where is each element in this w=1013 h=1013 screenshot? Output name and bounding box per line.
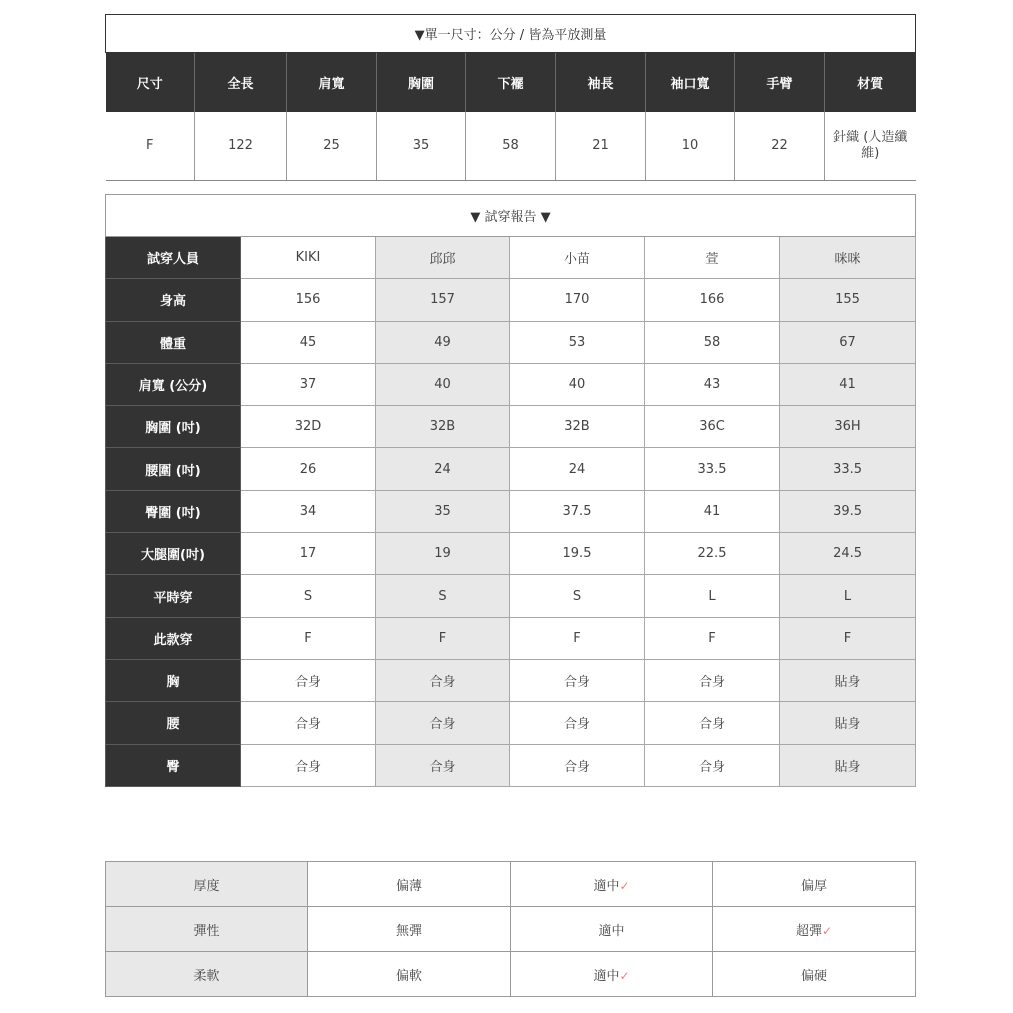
fit-value-cell: 19 <box>376 533 510 575</box>
fit-value-cell: 萱 <box>645 237 780 279</box>
fit-value-cell: 36H <box>780 406 916 448</box>
fit-value-cell: 41 <box>645 490 780 532</box>
size-value-cell: F <box>106 112 195 181</box>
material-option-cell <box>308 907 511 952</box>
fit-value-cell: 合身 <box>645 744 780 786</box>
size-value-cell: 22 <box>735 112 825 181</box>
fit-row-label: 腰圍 (吋) <box>106 448 241 490</box>
size-table-header-row <box>106 53 916 112</box>
size-table <box>105 14 916 181</box>
fit-value-cell: 32B <box>510 406 645 448</box>
fit-row-label: 臀 <box>106 744 241 786</box>
size-value-cell: 10 <box>646 112 735 181</box>
size-value-cell: 58 <box>466 112 556 181</box>
material-row-label: 彈性 <box>106 907 308 952</box>
material-option-text: 適中 <box>598 923 625 939</box>
check-icon: ✓ <box>619 968 630 983</box>
fit-row-label: 臀圍 (吋) <box>106 490 241 532</box>
fit-row-label: 大腿圍(吋) <box>106 533 241 575</box>
fit-value-cell: 合身 <box>510 702 645 744</box>
material-option-text: 適中 <box>593 878 620 894</box>
size-header-cell: 胸圍 <box>377 53 466 112</box>
material-row-label: 柔軟 <box>106 952 308 997</box>
fit-value-cell: 合身 <box>376 702 510 744</box>
fit-value-cell: 58 <box>645 321 780 363</box>
size-table-value-row <box>106 112 916 181</box>
fit-value-cell: 合身 <box>510 744 645 786</box>
fit-value-cell: 40 <box>510 363 645 405</box>
fit-row-label: 平時穿 <box>106 575 241 617</box>
fit-row-label: 試穿人員 <box>106 237 241 279</box>
table-row <box>106 533 916 575</box>
material-row-label: 厚度 <box>106 862 308 907</box>
fit-value-cell: 40 <box>376 363 510 405</box>
table-row <box>106 907 916 952</box>
table-row <box>106 237 916 279</box>
fit-value-cell: 32D <box>241 406 376 448</box>
fit-value-cell: 34 <box>241 490 376 532</box>
material-option-cell <box>713 862 916 907</box>
material-option-cell <box>308 862 511 907</box>
fit-value-cell: 邱邱 <box>376 237 510 279</box>
size-value-cell: 針織 (人造纖維) <box>825 112 916 181</box>
fit-value-cell: 24.5 <box>780 533 916 575</box>
fit-row-label: 身高 <box>106 279 241 321</box>
fit-value-cell: 170 <box>510 279 645 321</box>
table-row <box>106 406 916 448</box>
table-row <box>106 448 916 490</box>
check-icon: ✓ <box>619 878 630 893</box>
fit-value-cell: F <box>241 617 376 659</box>
material-option-cell <box>511 862 713 907</box>
fit-value-cell: 合身 <box>510 659 645 701</box>
material-option-text: 偏硬 <box>800 968 827 984</box>
fit-value-cell: 合身 <box>376 744 510 786</box>
fit-value-cell: 37 <box>241 363 376 405</box>
fit-value-cell: L <box>780 575 916 617</box>
fit-value-cell: 合身 <box>645 702 780 744</box>
table-row <box>106 575 916 617</box>
fit-value-cell: 39.5 <box>780 490 916 532</box>
fit-value-cell: 22.5 <box>645 533 780 575</box>
fit-value-cell: 24 <box>510 448 645 490</box>
fit-value-cell: F <box>780 617 916 659</box>
table-row <box>106 279 916 321</box>
size-value-cell: 25 <box>287 112 377 181</box>
material-option-text: 適中 <box>593 968 620 984</box>
table-row <box>106 744 916 786</box>
material-option-text: 無彈 <box>395 923 422 939</box>
fit-value-cell: 小苗 <box>510 237 645 279</box>
fit-value-cell: F <box>645 617 780 659</box>
fit-value-cell: 156 <box>241 279 376 321</box>
fit-value-cell: 37.5 <box>510 490 645 532</box>
table-row <box>106 321 916 363</box>
table-row <box>106 702 916 744</box>
fit-value-cell: 49 <box>376 321 510 363</box>
table-row <box>106 659 916 701</box>
table-row <box>106 862 916 907</box>
fit-value-cell: 合身 <box>241 744 376 786</box>
fit-value-cell: 32B <box>376 406 510 448</box>
size-value-cell: 21 <box>556 112 646 181</box>
fit-value-cell: 155 <box>780 279 916 321</box>
size-header-cell: 下襬 <box>466 53 556 112</box>
fit-row-label: 胸 <box>106 659 241 701</box>
material-table <box>105 861 916 997</box>
fit-value-cell: 67 <box>780 321 916 363</box>
fit-value-cell: F <box>376 617 510 659</box>
fit-value-cell: S <box>376 575 510 617</box>
fit-value-cell: F <box>510 617 645 659</box>
size-header-cell: 肩寬 <box>287 53 377 112</box>
fit-row-label: 腰 <box>106 702 241 744</box>
size-header-cell: 袖長 <box>556 53 646 112</box>
fit-value-cell: 合身 <box>241 702 376 744</box>
material-option-cell <box>511 952 713 997</box>
fit-value-cell: 26 <box>241 448 376 490</box>
fit-report-table <box>105 194 916 787</box>
fit-value-cell: 19.5 <box>510 533 645 575</box>
fit-value-cell: 貼身 <box>780 659 916 701</box>
fit-value-cell: 45 <box>241 321 376 363</box>
fit-value-cell: S <box>510 575 645 617</box>
fit-row-label: 胸圍 (吋) <box>106 406 241 448</box>
size-header-cell: 手臂 <box>735 53 825 112</box>
fit-value-cell: KIKI <box>241 237 376 279</box>
material-option-cell <box>308 952 511 997</box>
size-header-cell: 袖口寬 <box>646 53 735 112</box>
fit-value-cell: 合身 <box>645 659 780 701</box>
fit-value-cell: 咪咪 <box>780 237 916 279</box>
fit-value-cell: 35 <box>376 490 510 532</box>
size-header-cell: 材質 <box>825 53 916 112</box>
material-option-cell <box>511 907 713 952</box>
fit-value-cell: 合身 <box>376 659 510 701</box>
table-row <box>106 952 916 997</box>
fit-value-cell: 24 <box>376 448 510 490</box>
table-row <box>106 363 916 405</box>
size-header-cell: 全長 <box>195 53 287 112</box>
fit-value-cell: L <box>645 575 780 617</box>
fit-row-label: 體重 <box>106 321 241 363</box>
fit-value-cell: 17 <box>241 533 376 575</box>
fit-value-cell: 貼身 <box>780 702 916 744</box>
size-value-cell: 35 <box>377 112 466 181</box>
fit-report-caption: ▼ 試穿報告 ▼ <box>106 195 916 237</box>
fit-value-cell: 貼身 <box>780 744 916 786</box>
material-option-text: 偏厚 <box>800 878 827 894</box>
fit-value-cell: 53 <box>510 321 645 363</box>
table-row <box>106 490 916 532</box>
material-option-text: 偏軟 <box>395 968 422 984</box>
fit-value-cell: 41 <box>780 363 916 405</box>
fit-value-cell: S <box>241 575 376 617</box>
fit-value-cell: 33.5 <box>645 448 780 490</box>
fit-value-cell: 36C <box>645 406 780 448</box>
fit-value-cell: 33.5 <box>780 448 916 490</box>
fit-value-cell: 157 <box>376 279 510 321</box>
material-option-cell <box>713 907 916 952</box>
material-option-text: 偏薄 <box>395 878 422 894</box>
fit-value-cell: 43 <box>645 363 780 405</box>
fit-row-label: 此款穿 <box>106 617 241 659</box>
check-icon: ✓ <box>821 923 833 938</box>
fit-value-cell: 166 <box>645 279 780 321</box>
table-row <box>106 617 916 659</box>
size-value-cell: 122 <box>195 112 287 181</box>
fit-row-label: 肩寬 (公分) <box>106 363 241 405</box>
material-option-text: 超彈 <box>795 923 822 939</box>
size-header-cell: 尺寸 <box>106 53 195 112</box>
size-table-caption: ▼單一尺寸：公分 / 皆為平放測量 <box>106 15 916 53</box>
fit-value-cell: 合身 <box>241 659 376 701</box>
material-option-cell <box>713 952 916 997</box>
